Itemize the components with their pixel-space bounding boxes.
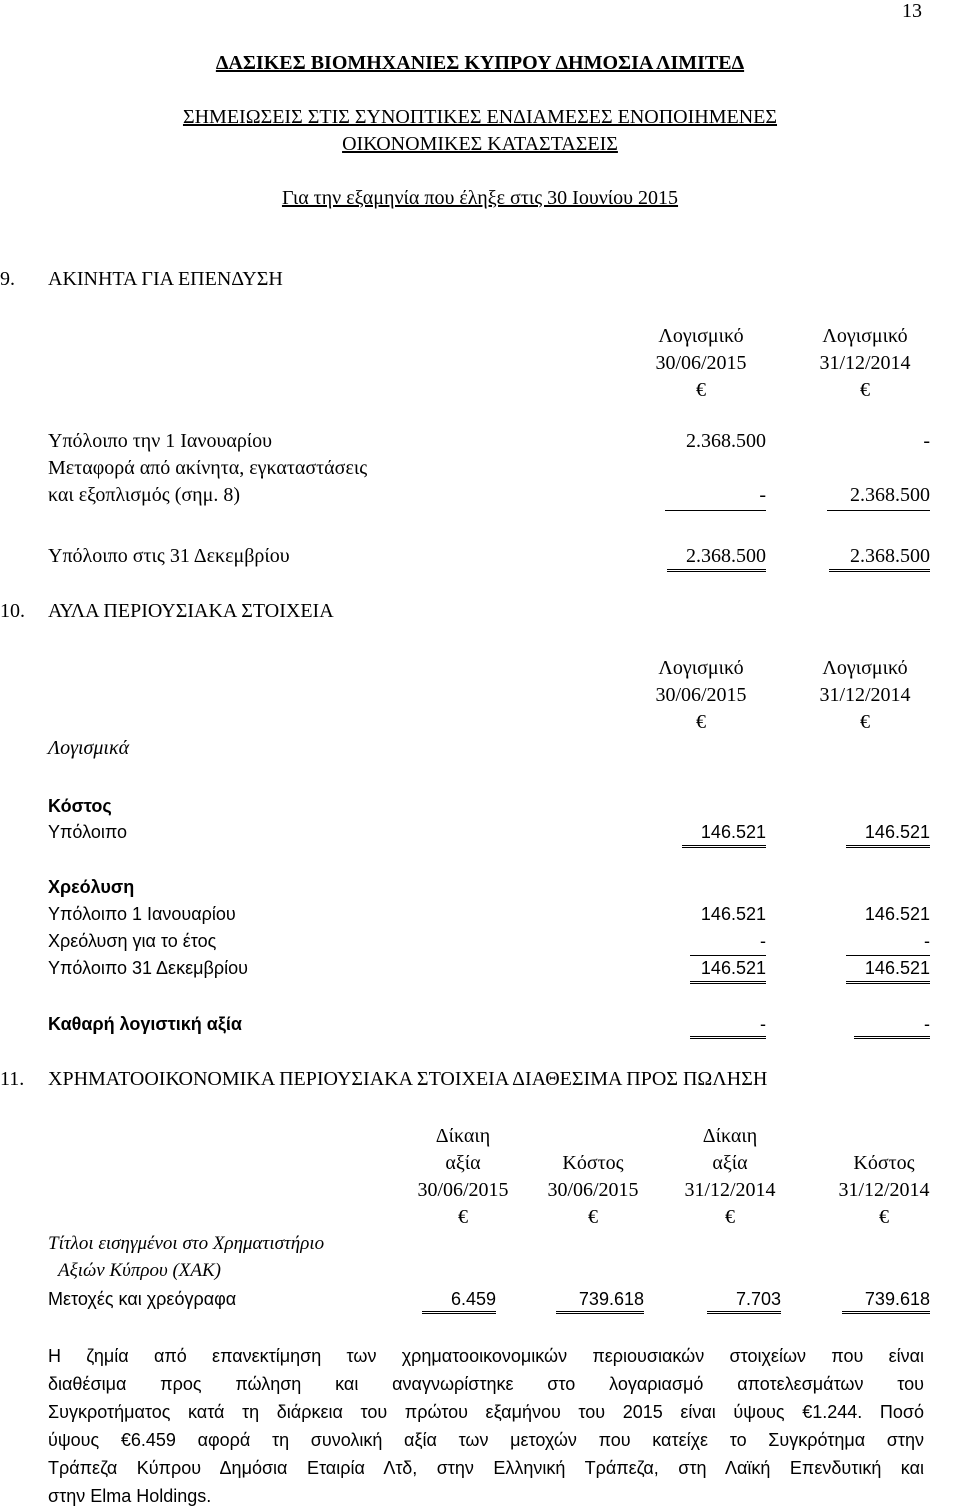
table-cell: 2.368.500	[686, 430, 766, 452]
total-double-line	[846, 845, 930, 848]
col-header-line: Δίκαιη	[435, 1125, 491, 1147]
section11-paragraph	[48, 1342, 924, 1510]
listed-securities-line1: Τίτλοι εισηγμένοι στο Χρηματιστήριο	[48, 1233, 325, 1254]
col-header-line	[814, 1123, 954, 1150]
table-cell: 6.459	[450, 1289, 496, 1309]
total-double-line	[690, 981, 766, 984]
table-cell: 2.368.500	[850, 484, 930, 506]
table-cell: -	[923, 430, 930, 452]
paragraph-line: Η ζημία από επανεκτίμηση των χρηματοοικονομικών περιουσιακών στοιχείων που είναι	[48, 1346, 924, 1366]
section10-col1-header	[636, 655, 766, 736]
col-header-currency: €	[588, 1206, 598, 1228]
page-number: 13	[902, 0, 922, 22]
col-header-currency: €	[725, 1206, 735, 1228]
col-header-line: Κόστος	[562, 1152, 624, 1174]
table-cell: 146.521	[700, 958, 766, 978]
col-header-line: αξία	[445, 1152, 481, 1174]
subtotal-line	[827, 510, 930, 511]
total-double-line	[842, 1311, 930, 1314]
col-header-line: αξία	[712, 1152, 748, 1174]
table-cell: -	[924, 931, 930, 951]
paragraph-line: Τράπεζα Κύπρου Δημόσια Εταιρία Λτδ, στην Ελληνική Τράπεζα, στη Λαϊκή Επενδυτική και	[48, 1458, 924, 1478]
col-header-date: 31/12/2014	[684, 1179, 776, 1201]
section10-number: 10.	[0, 600, 25, 622]
table-cell: -	[759, 484, 766, 506]
col-header-date: 30/06/2015	[655, 684, 747, 706]
col-header-currency: €	[696, 379, 706, 401]
col-header-currency: €	[696, 711, 706, 733]
table-row-label: και εξοπλισμός (σημ. 8)	[48, 484, 240, 506]
net-book-value-label: Καθαρή λογιστική αξία	[48, 1014, 242, 1034]
section9-col2-header	[800, 323, 930, 404]
col-header-line: Λογισμικό	[658, 325, 744, 347]
table-row-label: Μεταφορά από ακίνητα, εγκαταστάσεις	[48, 457, 368, 479]
table-row-label: Υπόλοιπο την 1 Ιανουαρίου	[48, 430, 273, 452]
section11-title: ΧΡΗΜΑΤΟΟΙΚΟΝΟΜΙΚΑ ΠΕΡΙΟΥΣΙΑΚΑ ΣΤΟΙΧΕΙΑ ΔΙΑΘΕΣΙΜΑ ΠΡΟΣ ΠΩΛΗΣΗ	[48, 1068, 768, 1090]
report-title-line2: ΟΙΚΟΝΟΜΙΚΕΣ ΚΑΤΑΣΤΑΣΕΙΣ	[342, 133, 618, 155]
total-double-line	[707, 1311, 781, 1314]
subtotal-line	[665, 510, 766, 511]
table-cell: 146.521	[864, 958, 930, 978]
col-header-currency: €	[860, 379, 870, 401]
section9-number: 9.	[0, 268, 15, 290]
section11-col3-header	[667, 1123, 793, 1231]
col-header-line: Κόστος	[853, 1152, 915, 1174]
total-double-line	[556, 1311, 644, 1314]
col-header-line	[530, 1123, 656, 1150]
section10-col2-header	[800, 655, 930, 736]
cost-heading: Κόστος	[48, 796, 112, 816]
paragraph-line: διαθέσιμα προς πώληση και αναγνωρίστηκε στο λογαριασμό αποτελεσμάτων του	[48, 1374, 924, 1394]
table-cell: -	[760, 1014, 766, 1034]
section11-col2-header	[530, 1123, 656, 1231]
col-header-date: 31/12/2014	[819, 352, 911, 374]
col-header-date: 31/12/2014	[838, 1179, 930, 1201]
total-double-line	[422, 1311, 496, 1314]
col-header-date: 30/06/2015	[417, 1179, 509, 1201]
total-double-line	[682, 845, 766, 848]
table-row-label: Υπόλοιπο στις 31 Δεκεμβρίου	[48, 545, 290, 567]
table-row-label: Υπόλοιπο	[48, 822, 128, 842]
total-double-line	[667, 569, 766, 572]
col-header-date: 31/12/2014	[819, 684, 911, 706]
company-name: ΔΑΣΙΚΕΣ ΒΙΟΜΗΧΑΝΙΕΣ ΚΥΠΡΟΥ ΔΗΜΟΣΙΑ ΛΙΜΙΤΕΔ	[215, 52, 745, 74]
paragraph-line: ύψους €6.459 αφορά τη συνολική αξία των μετοχών που κατείχε το Συγκρότημα στην	[48, 1430, 924, 1450]
table-row-label: Μετοχές και χρεόγραφα	[48, 1289, 237, 1309]
section11-col1-header	[400, 1123, 526, 1231]
amortisation-heading: Χρεόλυση	[48, 877, 135, 897]
col-header-line: Λογισμικό	[658, 657, 744, 679]
table-cell: 146.521	[700, 822, 766, 842]
col-header-currency: €	[879, 1206, 889, 1228]
section11-col4-header	[814, 1123, 954, 1231]
table-cell: -	[760, 931, 766, 951]
section10-subheading: Λογισμικά	[48, 737, 130, 759]
listed-securities-line2: Αξιών Κύπρου (ΧΑΚ)	[58, 1260, 222, 1281]
table-cell: -	[924, 1014, 930, 1034]
total-double-line	[846, 981, 930, 984]
table-row-label: Υπόλοιπο 31 Δεκεμβρίου	[48, 958, 248, 978]
subtotal-line	[690, 955, 766, 956]
table-cell: 146.521	[864, 904, 930, 924]
table-cell: 146.521	[700, 904, 766, 924]
section9-title: ΑΚΙΝΗΤΑ ΓΙΑ ΕΠΕΝΔΥΣΗ	[48, 268, 283, 290]
table-row-label: Χρεόλυση για το έτος	[48, 931, 217, 951]
col-header-line: Λογισμικό	[822, 657, 908, 679]
col-header-currency: €	[458, 1206, 468, 1228]
paragraph-line: Συγκροτήματος κατά τη διάρκεια του πρώτου εξαμήνου του 2015 είναι ύψους €1.244. Ποσό	[48, 1402, 924, 1422]
table-cell: 739.618	[578, 1289, 644, 1309]
total-double-line	[854, 1036, 930, 1039]
col-header-currency: €	[860, 711, 870, 733]
subtotal-line	[846, 955, 930, 956]
col-header-line: Λογισμικό	[822, 325, 908, 347]
section11-number: 11.	[0, 1068, 25, 1090]
col-header-line: Δίκαιη	[702, 1125, 758, 1147]
table-cell: 146.521	[864, 822, 930, 842]
report-title-line1: ΣΗΜΕΙΩΣΕΙΣ ΣΤΙΣ ΣΥΝΟΠΤΙΚΕΣ ΕΝΔΙΑΜΕΣΕΣ ΕΝΟΠΟΙΗΜΕΝΕΣ	[182, 106, 778, 128]
section10-title: ΑΥΛΑ ΠΕΡΙΟΥΣΙΑΚΑ ΣΤΟΙΧΕΙΑ	[48, 600, 334, 622]
section9-col1-header	[636, 323, 766, 404]
report-period: Για την εξαμηνία που έληξε στις 30 Ιουνίου 2015	[281, 187, 679, 209]
table-cell: 2.368.500	[850, 545, 930, 567]
total-double-line	[829, 569, 930, 572]
table-cell: 739.618	[864, 1289, 930, 1309]
col-header-date: 30/06/2015	[655, 352, 747, 374]
table-cell: 2.368.500	[686, 545, 766, 567]
col-header-date: 30/06/2015	[547, 1179, 639, 1201]
table-cell: 7.703	[735, 1289, 781, 1309]
paragraph-line: στην Elma Holdings.	[48, 1486, 212, 1506]
table-row-label: Υπόλοιπο 1 Ιανουαρίου	[48, 904, 236, 924]
total-double-line	[690, 1036, 766, 1039]
